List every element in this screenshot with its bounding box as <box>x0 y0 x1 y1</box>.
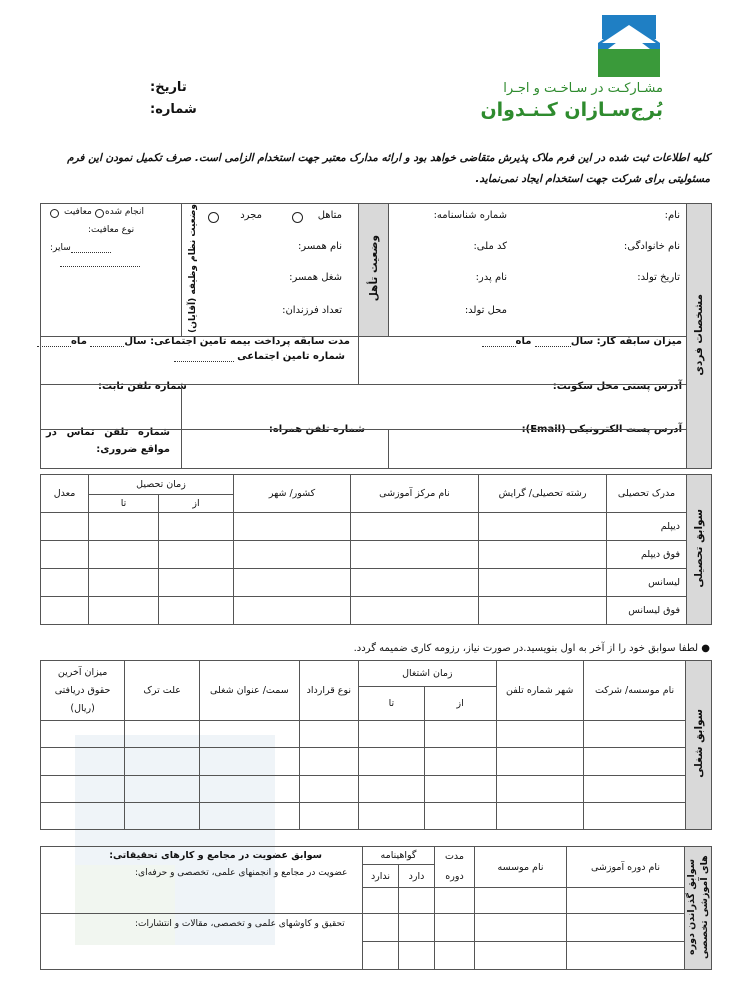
training-header-institute: نام موسسه <box>475 847 567 888</box>
work-cell[interactable] <box>583 775 686 802</box>
training-cell[interactable] <box>399 888 435 914</box>
edu-cell[interactable] <box>351 597 479 625</box>
marital-side: وضعیت تأهل <box>359 204 389 337</box>
work-cell[interactable] <box>299 775 359 802</box>
training-cell[interactable] <box>363 888 399 914</box>
logo-icon <box>598 15 660 77</box>
edu-header-from: از <box>159 495 234 513</box>
edu-cell[interactable] <box>479 597 607 625</box>
birthdate-label: تاریخ تولد: <box>637 272 680 283</box>
landline-cell[interactable] <box>41 384 182 429</box>
exempt-label: معافیت <box>64 207 92 217</box>
edu-cell[interactable] <box>89 597 159 625</box>
edu-header-center: نام مرکز آموزشی <box>351 475 479 513</box>
section-personal: مشخصات فردی <box>687 204 712 469</box>
edu-cell[interactable] <box>41 569 89 597</box>
insurance-cell[interactable] <box>41 336 359 384</box>
training-cell[interactable] <box>475 914 567 942</box>
father-name-label: نام پدر: <box>475 272 507 283</box>
training-header-cert: گواهینامه <box>363 847 435 865</box>
email-label: آدرس پست الکترونیکی (Email): <box>521 424 682 435</box>
id-cell[interactable] <box>389 204 517 337</box>
bullet-icon: ● <box>701 643 710 654</box>
training-cell[interactable] <box>399 914 435 942</box>
membership-cell[interactable] <box>41 865 363 914</box>
exempt-type-label: نوع معافیت: <box>88 225 135 235</box>
work-header-reason: علت ترک <box>125 661 200 721</box>
married-label: متاهل <box>317 210 342 221</box>
company-line1: مشـارکـت در سـاخـت و اجـرا <box>503 81 663 96</box>
edu-cell[interactable] <box>234 513 351 541</box>
edu-cell[interactable] <box>41 513 89 541</box>
training-cell[interactable] <box>363 942 399 970</box>
edu-cell[interactable] <box>351 513 479 541</box>
intro-text: کلیه اطلاعات ثبت شده در این فرم ملاک پذیرش متقاضی خواهد بود و ارائه مدارک معتبر جهت استخدام الزامی است. صرف تکمیل نمودن این فرم مسئولیتی برای شرکت جهت استخدام ایجاد نمی‌نماید. <box>67 152 710 185</box>
edu-cell[interactable] <box>89 541 159 569</box>
edu-cell[interactable] <box>89 569 159 597</box>
training-cell[interactable] <box>567 888 685 914</box>
work-cell[interactable] <box>41 802 125 829</box>
edu-cell[interactable] <box>41 597 89 625</box>
national-code-label: کد ملی: <box>473 241 507 252</box>
section-work: سوابق شغلی <box>686 661 712 830</box>
work-cell[interactable] <box>41 775 125 802</box>
work-cell[interactable] <box>424 775 496 802</box>
email-cell[interactable] <box>389 429 687 468</box>
work-header-from: از <box>424 687 496 721</box>
address-cell[interactable] <box>182 384 687 429</box>
work-cell[interactable] <box>125 748 200 775</box>
training-hasnot: ندارد <box>363 865 399 888</box>
work-cell[interactable] <box>200 802 300 829</box>
edu-cell[interactable] <box>479 513 607 541</box>
work-cell[interactable] <box>125 775 200 802</box>
edu-cell[interactable] <box>479 541 607 569</box>
work-header-to: تا <box>359 687 425 721</box>
work-header-company: نام موسسه/ شرکت <box>583 661 686 721</box>
mobile-cell[interactable] <box>182 429 389 468</box>
spouse-job-label: شغل همسر: <box>289 272 342 283</box>
work-table <box>40 660 712 830</box>
id-number-label: شماره شناسنامه: <box>433 210 507 221</box>
work-header-contract: نوع قرارداد <box>299 661 359 721</box>
work-cell[interactable] <box>359 748 425 775</box>
work-header-phone: شهر شماره تلفن <box>496 661 583 721</box>
training-cell[interactable] <box>567 942 685 970</box>
edu-cell[interactable] <box>234 541 351 569</box>
single-label: مجرد <box>240 210 262 221</box>
edu-cell[interactable] <box>351 541 479 569</box>
personal-info-table <box>40 203 712 469</box>
work-header-time: زمان اشتغال <box>359 661 496 687</box>
edu-row-label: لیسانس <box>607 569 687 597</box>
edu-header-country: کشور/ شهر <box>234 475 351 513</box>
emergency-label: شماره تلفن تماس در مواقع ضروری: <box>46 427 170 455</box>
spouse-name-label: نام همسر: <box>297 241 342 252</box>
training-cell[interactable] <box>399 942 435 970</box>
date-label: تاریخ: <box>150 80 187 95</box>
name-cell[interactable] <box>517 204 687 337</box>
work-cell[interactable] <box>41 721 125 748</box>
training-cell[interactable] <box>475 888 567 914</box>
work-cell[interactable] <box>496 748 583 775</box>
work-cell[interactable] <box>583 802 686 829</box>
edu-cell[interactable] <box>479 569 607 597</box>
work-history-label: میزان سابقه کار: سال ماه <box>482 336 682 347</box>
training-has: دارد <box>399 865 435 888</box>
company-line2: بُرج‌سـازان کـنـدوان <box>480 99 663 121</box>
military-side: وضعیت نظام وظیفه (آقایان) <box>182 204 204 337</box>
edu-cell[interactable] <box>351 569 479 597</box>
military-cell[interactable] <box>41 204 182 337</box>
training-cell[interactable] <box>363 914 399 942</box>
edu-cell[interactable] <box>41 541 89 569</box>
work-cell[interactable] <box>583 721 686 748</box>
done-label: انجام شده <box>105 207 144 217</box>
insurance-history-label: مدت سابقه پرداخت بیمه تامین اجتماعی: سال ماه <box>37 336 350 347</box>
work-cell[interactable] <box>496 802 583 829</box>
training-table <box>40 846 712 970</box>
work-history-cell[interactable] <box>359 336 687 384</box>
edu-row-label: فوق لیسانس <box>607 597 687 625</box>
training-cell[interactable] <box>435 888 475 914</box>
family-label: نام خانوادگی: <box>623 241 680 252</box>
work-cell[interactable] <box>200 775 300 802</box>
training-cell[interactable] <box>435 914 475 942</box>
work-cell[interactable] <box>496 775 583 802</box>
work-cell[interactable] <box>125 802 200 829</box>
work-cell[interactable] <box>496 721 583 748</box>
edu-row-label: فوق دیپلم <box>607 541 687 569</box>
other-label: سایر: <box>50 243 111 253</box>
work-cell[interactable] <box>424 748 496 775</box>
work-header-title: سمت/ عنوان شغلی <box>200 661 300 721</box>
work-cell[interactable] <box>200 721 300 748</box>
name-label: نام: <box>664 210 680 221</box>
number-label: شماره: <box>150 102 197 117</box>
work-cell[interactable] <box>299 721 359 748</box>
work-cell[interactable] <box>200 748 300 775</box>
emergency-cell[interactable] <box>41 429 182 468</box>
work-cell[interactable] <box>583 748 686 775</box>
edu-cell[interactable] <box>234 569 351 597</box>
edu-header-degree: مدرک تحصیلی <box>607 475 687 513</box>
marital-cell[interactable] <box>204 204 359 337</box>
membership-label: عضویت در مجامع و انجمنهای علمی، تخصصی و حرفه‌ای: <box>135 868 348 878</box>
edu-row-label: دیپلم <box>607 513 687 541</box>
address-label: آدرس پستی محل سکونت: <box>552 381 682 392</box>
research-cell[interactable] <box>41 914 363 970</box>
work-cell[interactable] <box>299 802 359 829</box>
section-training: سوابق گذراندن دوره های آموزشی تخصصی <box>685 847 712 970</box>
edu-cell[interactable] <box>159 513 234 541</box>
edu-header-major: رشته تحصیلی/ گرایش <box>479 475 607 513</box>
mobile-label: شماره تلفن همراه: <box>268 424 365 435</box>
insurance-number-label: شماره تامین اجتماعی <box>174 351 345 362</box>
edu-header-time: زمان تحصیل <box>89 475 234 495</box>
edu-cell[interactable] <box>159 541 234 569</box>
work-cell[interactable] <box>41 748 125 775</box>
section-education: سوابق تحصیلی <box>687 475 712 625</box>
training-header-course: نام دوره آموزشی <box>567 847 685 888</box>
training-cell[interactable] <box>435 942 475 970</box>
edu-cell[interactable] <box>159 569 234 597</box>
edu-cell[interactable] <box>234 597 351 625</box>
work-cell[interactable] <box>424 721 496 748</box>
education-table <box>40 474 712 625</box>
work-cell[interactable] <box>359 802 425 829</box>
edu-cell[interactable] <box>159 597 234 625</box>
children-label: تعداد فرزندان: <box>282 305 342 316</box>
research-label: تحقیق و کاوشهای علمی و تخصصی، مقالات و انتشارات: <box>135 919 345 929</box>
training-header-membership: سوابق عضویت در مجامع و کارهای تحقیقاتی: <box>41 847 363 865</box>
work-cell[interactable] <box>424 802 496 829</box>
training-header-duration: مدت دوره <box>435 847 475 888</box>
work-cell[interactable] <box>125 721 200 748</box>
edu-header-gpa: معدل <box>41 475 89 513</box>
birthplace-label: محل تولد: <box>464 305 507 316</box>
work-cell[interactable] <box>299 748 359 775</box>
work-note: ● لطفا سوابق خود را از آخر به اول بنویسید.در صورت نیاز، رزومه کاری ضمیمه گردد. <box>353 643 710 654</box>
work-header-salary: میزان آخرین حقوق دریافتی (ریال) <box>41 661 125 721</box>
edu-header-to: تا <box>89 495 159 513</box>
work-cell[interactable] <box>359 775 425 802</box>
training-cell[interactable] <box>567 914 685 942</box>
work-cell[interactable] <box>359 721 425 748</box>
edu-cell[interactable] <box>89 513 159 541</box>
training-cell[interactable] <box>475 942 567 970</box>
company-logo <box>480 15 663 127</box>
landline-label: شماره تلفن ثابت: <box>98 381 187 392</box>
